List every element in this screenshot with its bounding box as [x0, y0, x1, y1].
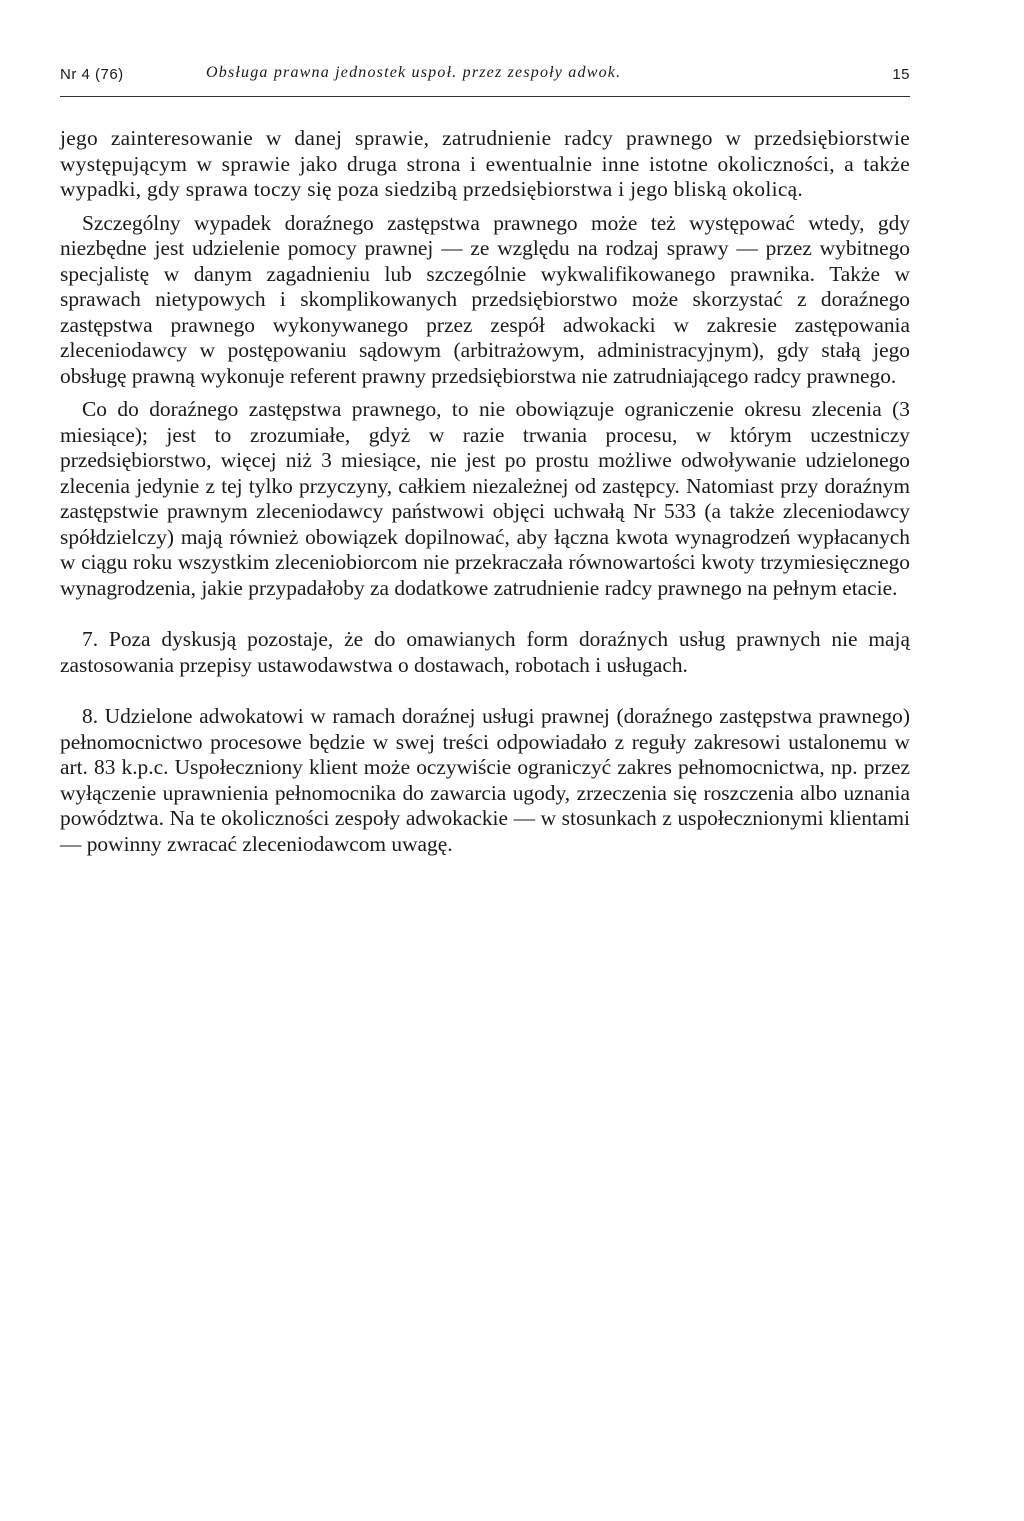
- page-number: 15: [892, 66, 910, 83]
- header-rule: [60, 96, 910, 97]
- running-header: [60, 62, 910, 90]
- running-title: Obsługa prawna jednostek uspoł. przez zespoły adwok.: [206, 64, 622, 81]
- section-8-paragraph: 8. Udzielone adwokatowi w ramach doraźnej usługi prawnej (doraźnego zastępstwa prawnego) pełnomocnictwo procesowe będzie w swej treści odpowiadało z reguły zakresowi ustalonemu w art. 83 k.p.c. Uspołeczniony klient może oczywiście ograniczyć zakres pełnomocnictwa, np. przez wyłączenie uprawnienia pełnomocnika do zawarcia ugody, zrzeczenia się roszczenia albo uznania powództwa. Na te okoliczności zespoły adwokackie — w stosunkach z uspołecznionymi klientami — powinny zwracać zleceniodawcom uwagę.: [60, 704, 910, 856]
- paragraph: Szczególny wypadek doraźnego zastępstwa prawnego może też występować wtedy, gdy niezbędne jest udzielenie pomocy prawnej — ze względu na rodzaj sprawy — przez wybitnego specjalistę w danym zagadnieniu lub szczególnie wykwalifikowanego prawnika. Także w sprawach nietypowych i skomplikowanych przedsiębiorstwo może skorzystać z doraźnego zastępstwa prawnego wykonywanego przez zespół adwokacki w zakresie zastępowania zleceniodawcy w postępowaniu sądowym (arbitrażowym, administracyjnym), gdy stałą jego obsługę prawną wykonuje referent prawny przedsiębiorstwa nie zatrudniającego radcy prawnego.: [60, 210, 910, 388]
- section-7-paragraph: 7. Poza dyskusją pozostaje, że do omawianych form doraźnych usług prawnych nie mają zastosowania przepisy ustawodawstwa o dostawach, robotach i usługach.: [60, 627, 910, 677]
- issue-number: Nr 4 (76): [60, 66, 124, 83]
- paragraph-continuation: jego zainteresowanie w danej sprawie, zatrudnienie radcy prawnego w przedsiębiorstwie występującym w sprawie jako druga strona i ewentualnie inne istotne okoliczności, a także wypadki, gdy sprawa toczy się poza siedzibą przedsiębiorstwa i jego bliską okolicą.: [60, 126, 910, 201]
- paragraph: Co do doraźnego zastępstwa prawnego, to nie obowiązuje ograniczenie okresu zlecenia (3 miesiące); jest to zrozumiałe, gdyż w razie trwania procesu, w którym uczestniczy przedsiębiorstwo, więcej niż 3 miesiące, nie jest po prostu możliwe odwoływanie udzielonego zlecenia jedynie z tej tylko przyczyny, całkiem niezależnej od zastępcy. Natomiast przy doraźnym zastępstwie prawnym zleceniodawcy państwowi objęci uchwałą Nr 533 (a także zleceniodawcy spółdzielczy) mają również obowiązek dopilnować, aby łączna kwota wynagrodzeń wypłacanych w ciągu roku wszystkim zleceniobiorcom nie przekraczała równowartości kwoty trzymiesięcznego wynagrodzenia, jakie przypadałoby za dodatkowe zatrudnienie radcy prawnego na pełnym etacie.: [60, 397, 910, 600]
- body-text: [60, 126, 910, 857]
- document-page: [60, 62, 910, 856]
